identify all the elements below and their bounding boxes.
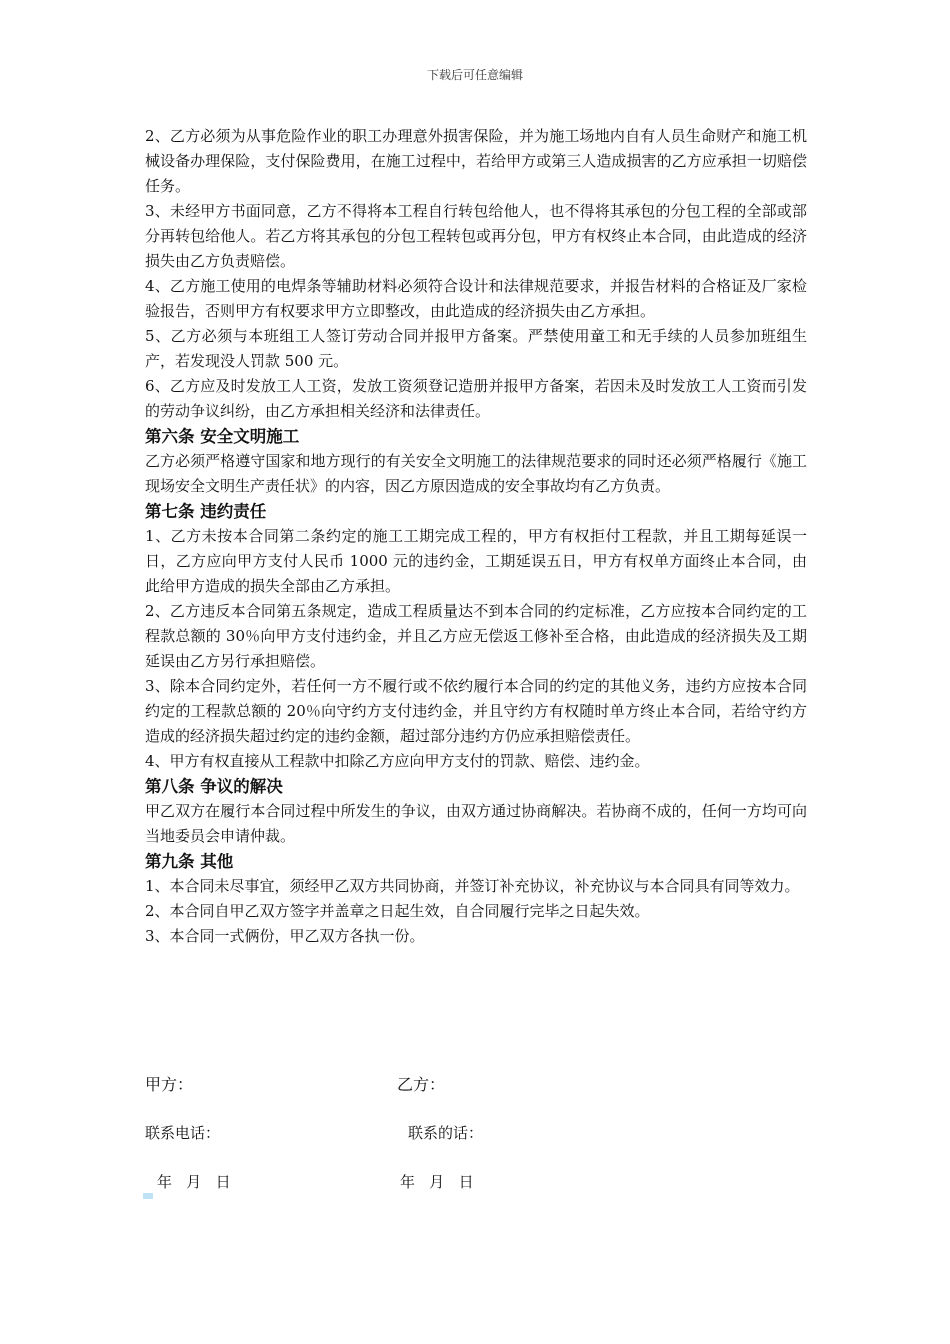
text-cursor-marker: [143, 1193, 153, 1199]
clause-paragraph: 甲乙双方在履行本合同过程中所发生的争议，由双方通过协商解决。若协商不成的，任何一方均可向当地委员会申请仲裁。: [145, 802, 807, 845]
clause-paragraph: 2、乙方必须为从事危险作业的职工办理意外损害保险，并为施工场地内自有人员生命财产和施工机械设备办理保险，支付保险费用，在施工过程中，若给甲方或第三人造成损害的乙方应承担一切赔偿任务。: [145, 127, 807, 195]
clause-paragraph: 1、乙方未按本合同第二条约定的施工工期完成工程的，甲方有权拒付工程款，并且工期每延误一日，乙方应向甲方支付人民币 1000 元的违约金，工期延误五日，甲方有权单方面终止本合同，由此给甲方造成的损失全部由乙方承担。: [145, 527, 807, 595]
party-b-label: 乙方：: [397, 1075, 446, 1094]
clause-paragraph: 乙方必须严格遵守国家和地方现行的有关安全文明施工的法律规范要求的同时还必须严格履行《施工现场安全文明生产责任状》的内容，因乙方原因造成的安全事故均有乙方负责。: [145, 452, 807, 495]
clause-paragraph: 6、乙方应及时发放工人工资，发放工资须登记造册并报甲方备案，若因未及时发放工人工资而引发的劳动争议纠纷，由乙方承担相关经济和法律责任。: [145, 377, 807, 420]
page-header: 下载后可任意编辑: [426, 68, 523, 82]
section-heading: 第六条 安全文明施工: [145, 427, 300, 446]
clause-paragraph: 3、本合同一式俩份，甲乙双方各执一份。: [145, 927, 425, 945]
clause-paragraph: 2、乙方违反本合同第五条规定，造成工程质量达不到本合同的约定标准，乙方应按本合同约定的工程款总额的 30％向甲方支付违约金，并且乙方应无偿返工修补至合格，由此造成的经济损失及工期延误由乙方另行承担赔偿。: [145, 602, 807, 670]
party-a-phone-label: 联系电话：: [145, 1124, 221, 1142]
section-heading: 第八条 争议的解决: [145, 777, 283, 796]
clause-paragraph: 1、本合同未尽事宜，须经甲乙双方共同协商，并签订补充协议，补充协议与本合同具有同等效力。: [145, 877, 800, 895]
party-a-date: 年 月 日: [157, 1173, 231, 1191]
section-heading: 第九条 其他: [145, 852, 234, 871]
contract-body: [145, 124, 807, 949]
clause-paragraph: 3、除本合同约定外，若任何一方不履行或不依约履行本合同的约定的其他义务，违约方应按本合同约定的工程款总额的 20％向守约方支付违约金，并且守约方有权随时单方终止本合同，若给守约方造成的经济损失超过约定的违约金额，超过部分违约方仍应承担赔偿责任。: [145, 677, 807, 745]
section-heading: 第七条 违约责任: [145, 502, 267, 521]
clause-paragraph: 3、未经甲方书面同意，乙方不得将本工程自行转包给他人，也不得将其承包的分包工程的全部或部分再转包给他人。若乙方将其承包的分包工程转包或再分包，甲方有权终止本合同，由此造成的经济损失由乙方负责赔偿。: [145, 202, 807, 270]
party-b-date: 年 月 日: [400, 1173, 474, 1191]
clause-paragraph: 4、甲方有权直接从工程款中扣除乙方应向甲方支付的罚款、赔偿、违约金。: [145, 752, 650, 770]
clause-paragraph: 5、乙方必须与本班组工人签订劳动合同并报甲方备案。严禁使用童工和无手续的人员参加班组生产，若发现没人罚款 500 元。: [145, 327, 807, 370]
clause-paragraph: 2、本合同自甲乙双方签字并盖章之日起生效，自合同履行完毕之日起失效。: [145, 902, 650, 920]
clause-paragraph: 4、乙方施工使用的电焊条等辅助材料必须符合设计和法律规范要求，并报告材料的合格证及厂家检验报告，否则甲方有权要求甲方立即整改，由此造成的经济损失由乙方承担。: [145, 277, 807, 320]
party-a-label: 甲方：: [145, 1075, 194, 1094]
party-b-phone-label: 联系的话：: [408, 1124, 484, 1142]
